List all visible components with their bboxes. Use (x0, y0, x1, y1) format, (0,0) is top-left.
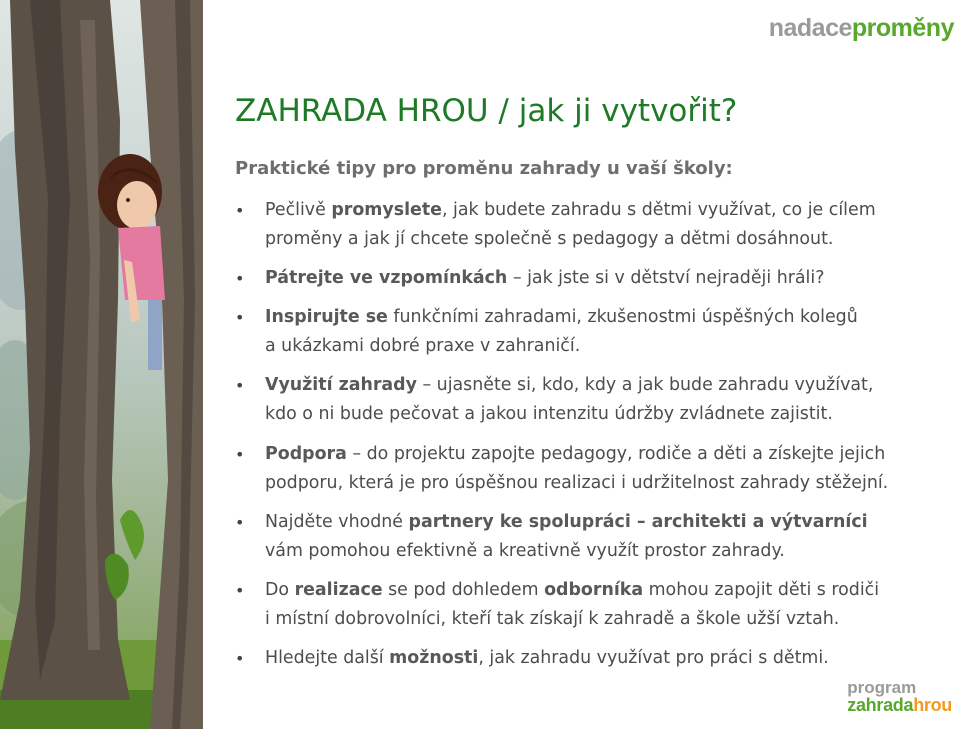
tip-text: Hledejte další (265, 648, 390, 668)
tip-item (235, 371, 873, 429)
logo-part-zahrada: zahrada (847, 695, 914, 715)
tip-text: kdo o ni bude pečovat a jakou intenzitu údržby zvládnete zajistit. (265, 404, 833, 424)
tip-emphasis: Využití zahrady (265, 375, 417, 395)
logo-line-program: program (847, 678, 917, 697)
tip-item (235, 303, 858, 361)
page-subtitle: Praktické tipy pro proměnu zahrady u vaší školy: (235, 158, 733, 179)
tip-text: , jak zahradu využívat pro práci s dětmi. (478, 648, 829, 668)
tip-text: funkčními zahradami, zkušenostmi úspěšných kolegů (387, 307, 858, 327)
bullet-icon: • (235, 308, 245, 327)
tip-line (265, 537, 868, 566)
program-zahrada-hrou-logo (847, 679, 952, 714)
bullet-icon: • (235, 201, 245, 220)
photo-child-behind-tree (0, 0, 203, 729)
tip-line (265, 332, 858, 361)
tip-emphasis: Inspirujte se (265, 307, 388, 327)
bullet-icon: • (235, 649, 245, 668)
tip-line (265, 225, 876, 254)
tip-text: a ukázkami dobré praxe v zahraničí. (265, 336, 581, 356)
tip-text: – jak jste si v dětství nejraději hráli? (507, 268, 825, 288)
tip-item (235, 264, 824, 293)
tip-line (265, 196, 876, 225)
tip-text: i místní dobrovolníci, kteří tak získají k zahradě a škole užší vztah. (265, 609, 840, 629)
tip-text: mohou zapojit děti s rodiči (643, 580, 880, 600)
logo-line-zahradahrou (847, 696, 952, 714)
tip-emphasis: partnery ke spolupráci (408, 512, 631, 532)
bullet-icon: • (235, 581, 245, 600)
tip-item (235, 644, 829, 673)
tip-text: – do projektu zapojte pedagogy, rodiče a děti a získejte jejich (346, 444, 886, 464)
tip-text: – ujasněte si, kdo, kdy a jak bude zahradu využívat, (416, 375, 874, 395)
tip-line (265, 508, 868, 537)
tip-emphasis: Podpora (265, 444, 347, 464)
tip-line (265, 303, 858, 332)
tip-text: se pod dohledem (382, 580, 545, 600)
tip-line (265, 605, 879, 634)
tip-text: proměny a jak jí chcete společně s pedagogy a dětmi dosáhnout. (265, 229, 834, 249)
tip-emphasis: architekti a výtvarníci (651, 512, 868, 532)
tip-text: Do (265, 580, 295, 600)
tree-illustration (0, 0, 203, 729)
tip-emphasis: – (630, 512, 652, 532)
logo-part-nadace: nadace (768, 14, 852, 42)
tip-item (235, 440, 888, 498)
tip-emphasis: promyslete (331, 200, 442, 220)
bullet-icon: • (235, 445, 245, 464)
tip-emphasis: Pátrejte ve vzpomínkách (265, 268, 508, 288)
bullet-icon: • (235, 269, 245, 288)
tip-text: , jak budete zahradu s dětmi využívat, co je cílem (441, 200, 876, 220)
tip-emphasis: odborníka (544, 580, 644, 600)
tip-text: vám pomohou efektivně a kreativně využít prostor zahrady. (265, 541, 785, 561)
bullet-icon: • (235, 376, 245, 395)
tip-item (235, 196, 876, 254)
tip-emphasis: realizace (294, 580, 383, 600)
tip-text: Najděte vhodné (265, 512, 409, 532)
tip-line (265, 371, 873, 400)
tip-line (265, 440, 888, 469)
tip-line (265, 469, 888, 498)
tip-line (265, 264, 824, 293)
nadace-promeny-logo (769, 14, 954, 43)
logo-part-hrou: hrou (913, 695, 952, 715)
tip-item (235, 576, 879, 634)
tip-line (265, 576, 879, 605)
tip-line (265, 644, 829, 673)
bullet-icon: • (235, 513, 245, 532)
tip-text: Pečlivě (265, 200, 332, 220)
tip-item (235, 508, 868, 566)
logo-part-promeny: proměny (851, 14, 954, 42)
page-title: ZAHRADA HROU / jak ji vytvořit? (235, 93, 738, 129)
tip-emphasis: možnosti (389, 648, 479, 668)
tip-text: podporu, která je pro úspěšnou realizaci i udržitelnost zahrady stěžejní. (265, 473, 889, 493)
tip-line (265, 400, 873, 429)
